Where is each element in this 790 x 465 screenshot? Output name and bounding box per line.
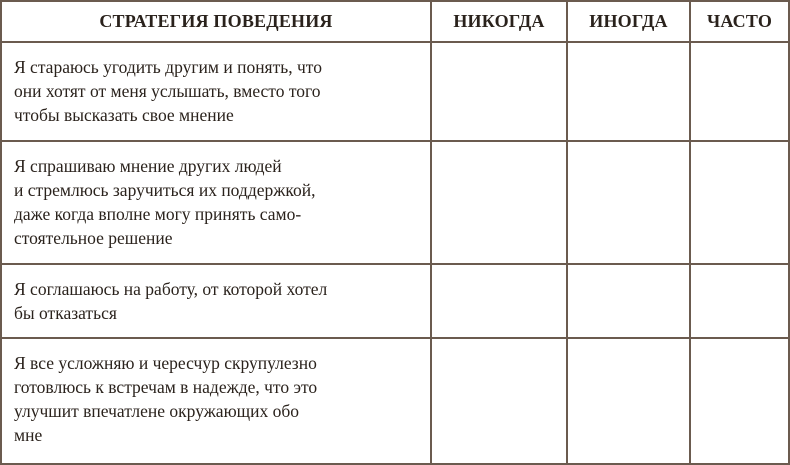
row-1-never-cell[interactable] [432, 43, 568, 142]
row-1-often-cell[interactable] [691, 43, 788, 142]
row-4-sometimes-cell[interactable] [568, 339, 691, 463]
row-1-strategy-text: Я стараюсь угодить другим и понять, что они хотят от меня услышать, вместо того чтобы высказать свое мнение [2, 43, 432, 142]
row-2-never-cell[interactable] [432, 142, 568, 265]
row-3-often-cell[interactable] [691, 265, 788, 339]
row-4-strategy-text: Я все усложняю и чересчур скрупулезно готовлюсь к встречам в надежде, что это улучшит впечатлене окружающих обо мне [2, 339, 432, 463]
row-2-sometimes-cell[interactable] [568, 142, 691, 265]
table-grid [2, 2, 788, 463]
row-1-sometimes-cell[interactable] [568, 43, 691, 142]
row-4-never-cell[interactable] [432, 339, 568, 463]
row-2-strategy-text: Я спрашиваю мнение других людей и стремлюсь заручиться их поддержкой, даже когда вполне могу принять само- стоятельное решение [2, 142, 432, 265]
header-never: НИКОГДА [432, 2, 568, 43]
header-sometimes: ИНОГДА [568, 2, 691, 43]
row-4-often-cell[interactable] [691, 339, 788, 463]
row-3-never-cell[interactable] [432, 265, 568, 339]
row-2-often-cell[interactable] [691, 142, 788, 265]
row-3-sometimes-cell[interactable] [568, 265, 691, 339]
row-3-strategy-text: Я соглашаюсь на работу, от которой хотел бы отказаться [2, 265, 432, 339]
header-often: ЧАСТО [691, 2, 788, 43]
header-strategy: СТРАТЕГИЯ ПОВЕДЕНИЯ [2, 2, 432, 43]
